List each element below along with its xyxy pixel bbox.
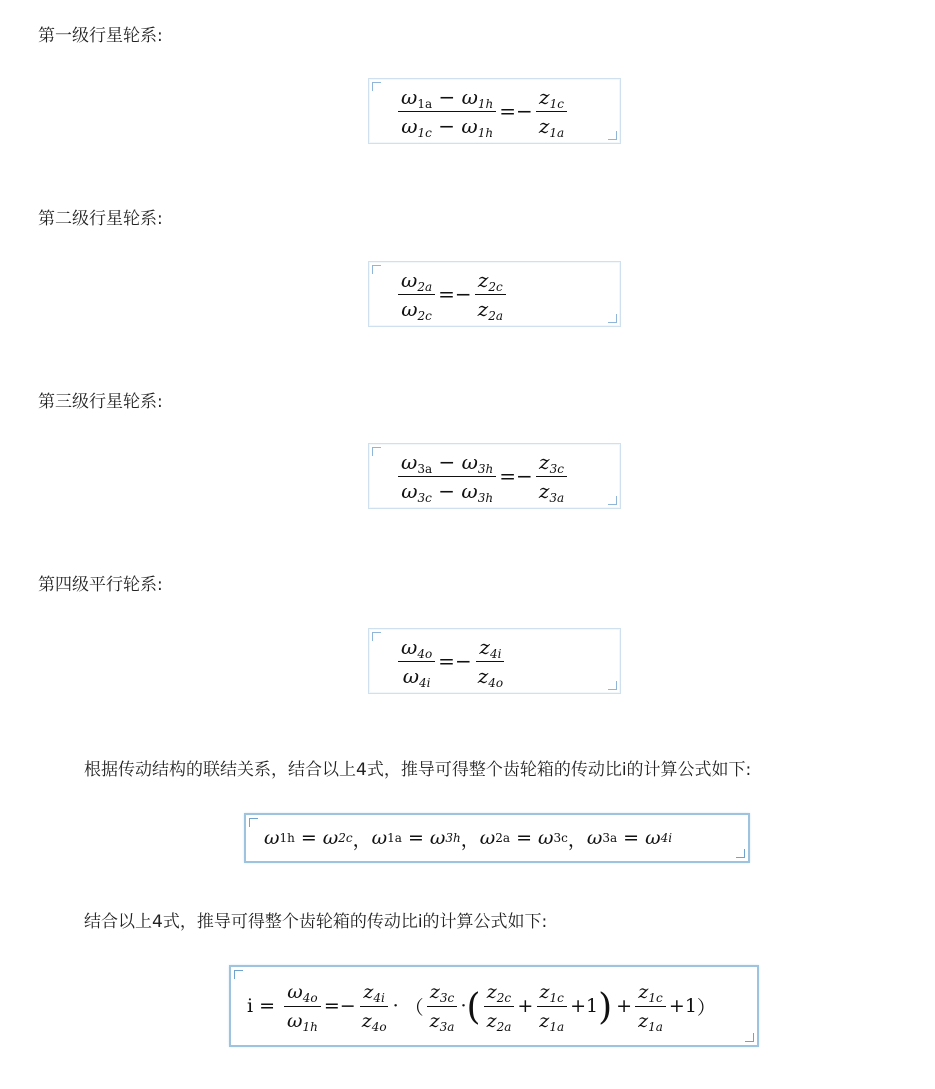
fraction: $\frac{z_{1c}}{z_{1a}}$ <box>536 86 567 137</box>
equation-box-stage4 <box>368 628 621 694</box>
equation-box-stage3 <box>368 443 621 509</box>
equation-box-stage2 <box>368 261 621 327</box>
equation-stage1: $\frac{\omega_{1a} - \omega_{1h}}{\omega_{1c} - \omega_{1h}}$ = − $\frac{z_{1c}}{z_{1a}}$ <box>369 79 620 143</box>
fraction: $\frac{\omega_{4o}}{\omega_{4i}}$ <box>398 636 435 687</box>
equation-connection: ω 1h = ω 2c ， ω 1a = ω 3h ， ω 2a = ω 3c ， ω 3a = ω 4i <box>264 827 673 851</box>
fraction: $\frac{\omega_{1a} - \omega_{1h}}{\omega_{1c} - \omega_{1h}}$ <box>398 86 496 137</box>
fraction: $\frac{z_{1c}}{z_{1a}}$ <box>635 981 666 1032</box>
fraction: $\frac{z_{3c}}{z_{3a}}$ <box>427 981 458 1032</box>
equation-ratio: i = $\frac{\omega_{4o}}{\omega_{1h}}$ = − $\frac{z_{4i}}{z_{4o}}$ · （ $\frac{z_{3c}}{z_{3a}}$ · ( $\frac{z_{2c}}{z_{2a}}$ + $\frac{z_{1c}}{z_{1a}}$ + 1 ) + $\frac{z_{1c}}{z_{1a}}$ + 1 ） <box>247 980 716 1034</box>
equation-box-stage1 <box>368 78 621 144</box>
heading-stage4: 第四级平行轮系: <box>38 575 163 595</box>
fraction: $\frac{z_{4i}}{z_{4o}}$ <box>477 634 504 690</box>
paragraph-result: 结合以上4式，推导可得整个齿轮箱的传动比i的计算公式如下: <box>84 912 548 932</box>
equation-stage2: $\frac{\omega_{2a}}{\omega_{2c}}$ = − $\frac{z_{2c}}{z_{2a}}$ <box>369 262 620 326</box>
fraction: $\frac{z_{1c}}{z_{1a}}$ <box>536 981 567 1032</box>
heading-stage2: 第二级行星轮系: <box>38 209 163 229</box>
paragraph-connection: 根据传动结构的联结关系，结合以上4式，推导可得整个齿轮箱的传动比i的计算公式如下: <box>84 760 752 780</box>
fraction: $\frac{\omega_{2a}}{\omega_{2c}}$ <box>398 269 435 320</box>
fraction: $\frac{z_{4i}}{z_{4o}}$ <box>361 980 387 1034</box>
equation-stage4: $\frac{\omega_{4o}}{\omega_{4i}}$ = − $\frac{z_{4i}}{z_{4o}}$ <box>369 629 620 693</box>
heading-stage3: 第三级行星轮系: <box>38 392 163 412</box>
equation-box-ratio <box>229 965 759 1047</box>
equation-stage3: $\frac{\omega_{3a} - \omega_{3h}}{\omega_{3c} - \omega_{3h}}$ = − $\frac{z_{3c}}{z_{3a}}$ <box>369 444 620 508</box>
heading-stage1: 第一级行星轮系: <box>38 26 163 46</box>
fraction: $\frac{\omega_{3a} - \omega_{3h}}{\omega_{3c} - \omega_{3h}}$ <box>398 451 496 502</box>
fraction: $\frac{z_{2c}}{z_{2a}}$ <box>475 269 506 320</box>
equation-box-connection <box>244 813 750 863</box>
fraction: $\frac{z_{3c}}{z_{3a}}$ <box>536 451 567 502</box>
fraction: $\frac{\omega_{4o}}{\omega_{1h}}$ <box>284 981 321 1032</box>
fraction: $\frac{z_{2c}}{z_{2a}}$ <box>484 981 515 1032</box>
